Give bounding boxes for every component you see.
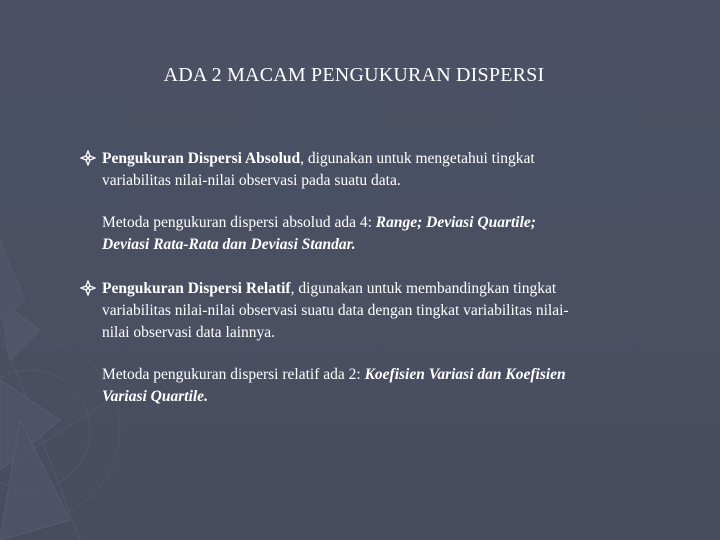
method-relative-prefix: Metoda pengukuran dispersi relatif ada 2: bbox=[102, 366, 365, 383]
method-relative bbox=[80, 364, 680, 408]
section-heading-relative: Pengukuran Dispersi Relatif bbox=[102, 280, 291, 297]
method-relative-items-a: Koefisien Variasi dan Koefisien bbox=[364, 366, 566, 383]
method-absolute bbox=[80, 212, 680, 256]
section-text-absolute-a: , digunakan untuk mengetahui tingkat bbox=[300, 150, 535, 167]
method-absolute-items-b: Deviasi Rata-Rata dan Deviasi Standar. bbox=[102, 236, 356, 253]
section-heading-absolute: Pengukuran Dispersi Absolud bbox=[102, 150, 301, 167]
section-text-relative-b: variabilitas nilai-nilai observasi suatu data dengan tingkat variabilitas nilai- bbox=[102, 302, 569, 319]
page-title: ADA 2 MACAM PENGUKURAN DISPERSI bbox=[163, 64, 545, 86]
section-text-absolute-b: variabilitas nilai-nilai observasi pada suatu data. bbox=[102, 172, 401, 189]
method-absolute-items-a: Range; Deviasi Quartile; bbox=[375, 214, 536, 231]
diamond-bullet-icon bbox=[80, 280, 96, 296]
method-relative-items-b: Variasi Quartile. bbox=[102, 388, 208, 405]
bullet-item-absolute bbox=[80, 148, 680, 170]
method-relative-line1 bbox=[80, 364, 680, 386]
section-text-relative-c: nilai observasi data lainnya. bbox=[102, 324, 276, 341]
method-absolute-line1 bbox=[80, 212, 680, 234]
diamond-bullet-icon bbox=[80, 150, 96, 166]
method-absolute-prefix: Metoda pengukuran dispersi absolud ada 4: bbox=[102, 214, 376, 231]
section-relative bbox=[80, 278, 680, 344]
bullet-item-relative bbox=[80, 278, 680, 300]
section-absolute bbox=[80, 148, 680, 192]
section-text-relative-a: , digunakan untuk membandingkan tingkat bbox=[290, 280, 557, 297]
